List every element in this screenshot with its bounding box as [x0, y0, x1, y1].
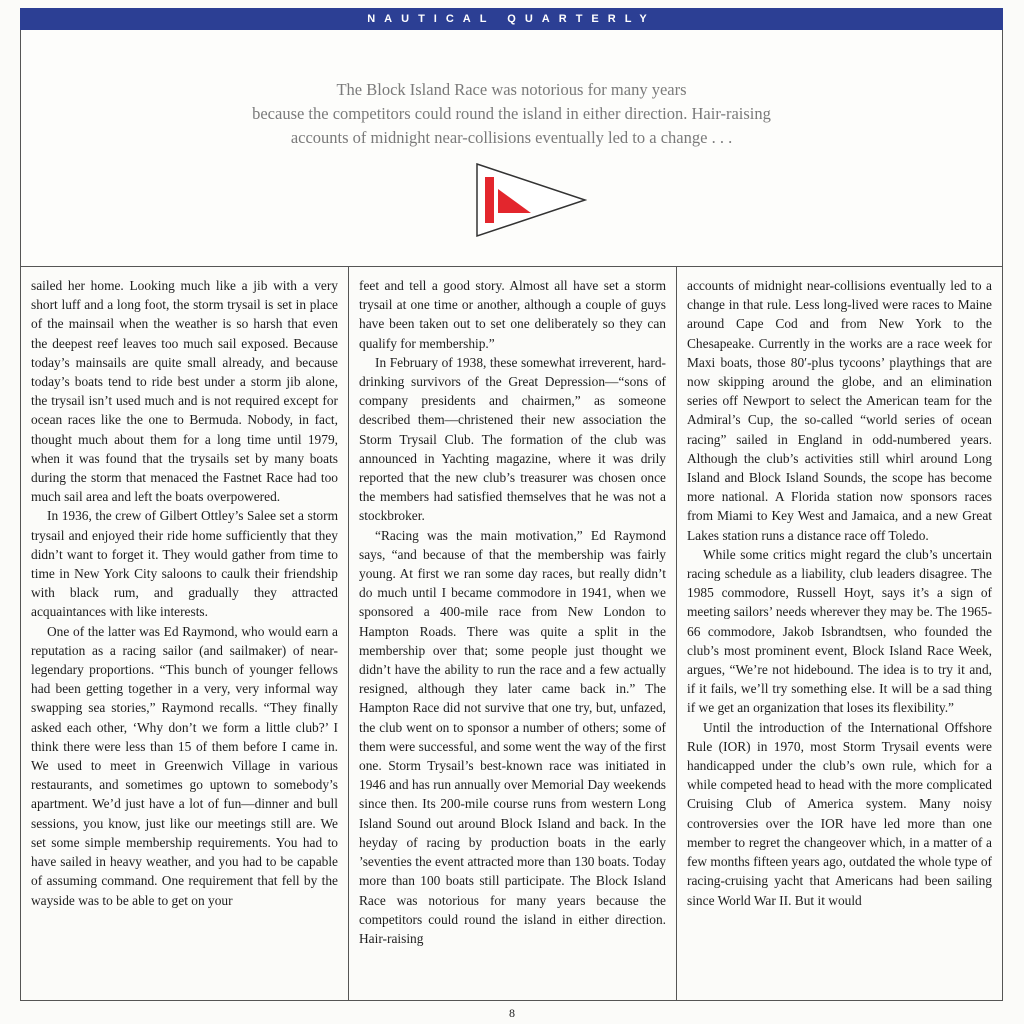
paragraph: Until the introduction of the International Offshore Rule (IOR) in 1970, most Storm Trysail events were handicapped under the club’s own rule, which for a while competed head to head with the more complicated Cruising Club of America system. Many noisy controversies over the IOR have led more than one member to regret the changeover which, in a matter of a few months fifteen years ago, outdated the whole type of racing-cruising yacht that Americans had been sailing since World War II. But it would — [687, 719, 992, 908]
paragraph: One of the latter was Ed Raymond, who would earn a reputation as a racing sailor (and sailmaker) of near-legendary proportions. “This bunch of younger fellows had been getting together in a very, very informal way swapping sea stories,” Raymond recalls. “They finally asked each other, ‘Why don’t we form a little club?’ I think there were less than 15 of them before I came in. We used to meet in Greenwich Village in various restaurants, and sometimes go uptown to somebody’s apartment. We’d just have a lot of fun—dinner and bull sessions, you know, just like our meetings still are. We set some simple membership requirements. You had to have sailed in heavy weather, and you had to be capable of assuming command. One requirement that fell by the wayside was to be able to get on your — [31, 623, 338, 908]
column-3 — [676, 266, 1002, 1000]
pull-quote-line: The Block Island Race was notorious for many years — [336, 80, 687, 99]
pull-quote — [21, 78, 1002, 150]
paragraph: sailed her home. Looking much like a jib with a very short luff and a long foot, the storm trysail is set in place of the mainsail when the weather is so harsh that even the deepest reef leaves too much sail exposed. Because today’s mainsails are quite small already, and because today’s boats tend to ride best under a storm jib alone, the trysail isn’t used much and is not required except for ocean races like the one to Bermuda. Nobody, in fact, thought much about them for a long time until 1979, when it was found that the trysails set by many boats during the storm that menaced the Fastnet Race had too much sail area and left the boats overpowered. — [31, 278, 338, 505]
column-2 — [348, 266, 676, 1000]
storm-trysail-pennant-icon — [475, 162, 587, 238]
masthead: NAUTICAL QUARTERLY — [20, 8, 1003, 30]
paragraph: While some critics might regard the club’s uncertain racing schedule as a liability, club leaders disagree. The 1985 commodore, Russell Hoyt, says it’s a sign of meeting sailors’ needs wherever they may be. The 1965-66 commodore, Jakob Isbrandtsen, who founded the club’s most prominent event, Block Island Race Week, argues, “We’re not hidebound. The idea is to try it and, if it fails, we’ll try something else. It will be a sad thing if we get an organization that loses its flexibility.” — [687, 546, 992, 716]
page-number: 8 — [509, 1006, 515, 1020]
pull-quote-line: accounts of midnight near-collisions eventually led to a change . . . — [290, 128, 733, 147]
paragraph: “Racing was the main motivation,” Ed Raymond says, “and because of that the membership was fairly young. At first we ran some day races, but really didn’t do much until I became commodore in 1941, when we sponsored a 400-mile race from New London to Hampton Roads. There was quite a split in the membership over that; some people just thought we didn’t have the ability to run the race and a few actually resigned, although they later came back in.” The Hampton Race did not survive that one try, but, unfazed, the club went on to sponsor a number of others; some of them were successful, and some went the way of the first one. Storm Trysail’s best-known race was initiated in 1946 and has run annually over Memorial Day weekends since then. Its 200-mile course runs from western Long Island Sound out around Block Island and back. In the heyday of racing by production boats in the early ’seventies the event attracted more than 130 boats. Today more than 100 boats still participate. The Block Island Race was notorious for many years because the competitors could round the island in either direction. Hair-raising — [359, 527, 666, 946]
pull-quote-line: because the competitors could round the island in either direction. Hair-raising — [252, 104, 771, 123]
paragraph: In 1936, the crew of Gilbert Ottley’s Salee set a storm trysail and enjoyed their ride home sufficiently that they didn’t want to forget it. They would gather from time to time in New York City saloons to caulk their friendship with black rum, and gradually they attracted acquaintances with like interests. — [31, 508, 338, 620]
paragraph: In February of 1938, these somewhat irreverent, hard-drinking survivors of the Great Depression—“sons of company presidents and chairmen,” as someone described them—christened their new association the Storm Trysail Club. The formation of the club was announced in Yachting magazine, where it was drily reported that the new club’s treasurer was chosen once the members had satisfied themselves that he was not a stockbroker. — [359, 354, 666, 524]
pull-quote-box — [20, 30, 1003, 267]
article-body — [20, 266, 1003, 1001]
paragraph: accounts of midnight near-collisions eventually led to a change in that rule. Less long-lived were races to Maine around Cape Cod and from New York to the Chesapeake. Currently in the works are a race week for Maxi boats, those 80′-plus tycoons’ playthings that are now skipping around the globe, and an elimination series off Newport to select the American team for the Admiral’s Cup, the so-called “world series of ocean racing” sailed in England in odd-numbered years. Although the club’s activities still whirl around Long Island and Block Island Sounds, the scope has become more national. A Florida station now sponsors races from Miami to Key West and Jamaica, and a new Great Lakes station runs a distance race off Toledo. — [687, 278, 992, 543]
paragraph: feet and tell a good story. Almost all have set a storm trysail at one time or another, although a couple of guys have been taken out to set one deliberately so they can qualify for membership.” — [359, 278, 666, 351]
column-1 — [21, 266, 348, 1000]
